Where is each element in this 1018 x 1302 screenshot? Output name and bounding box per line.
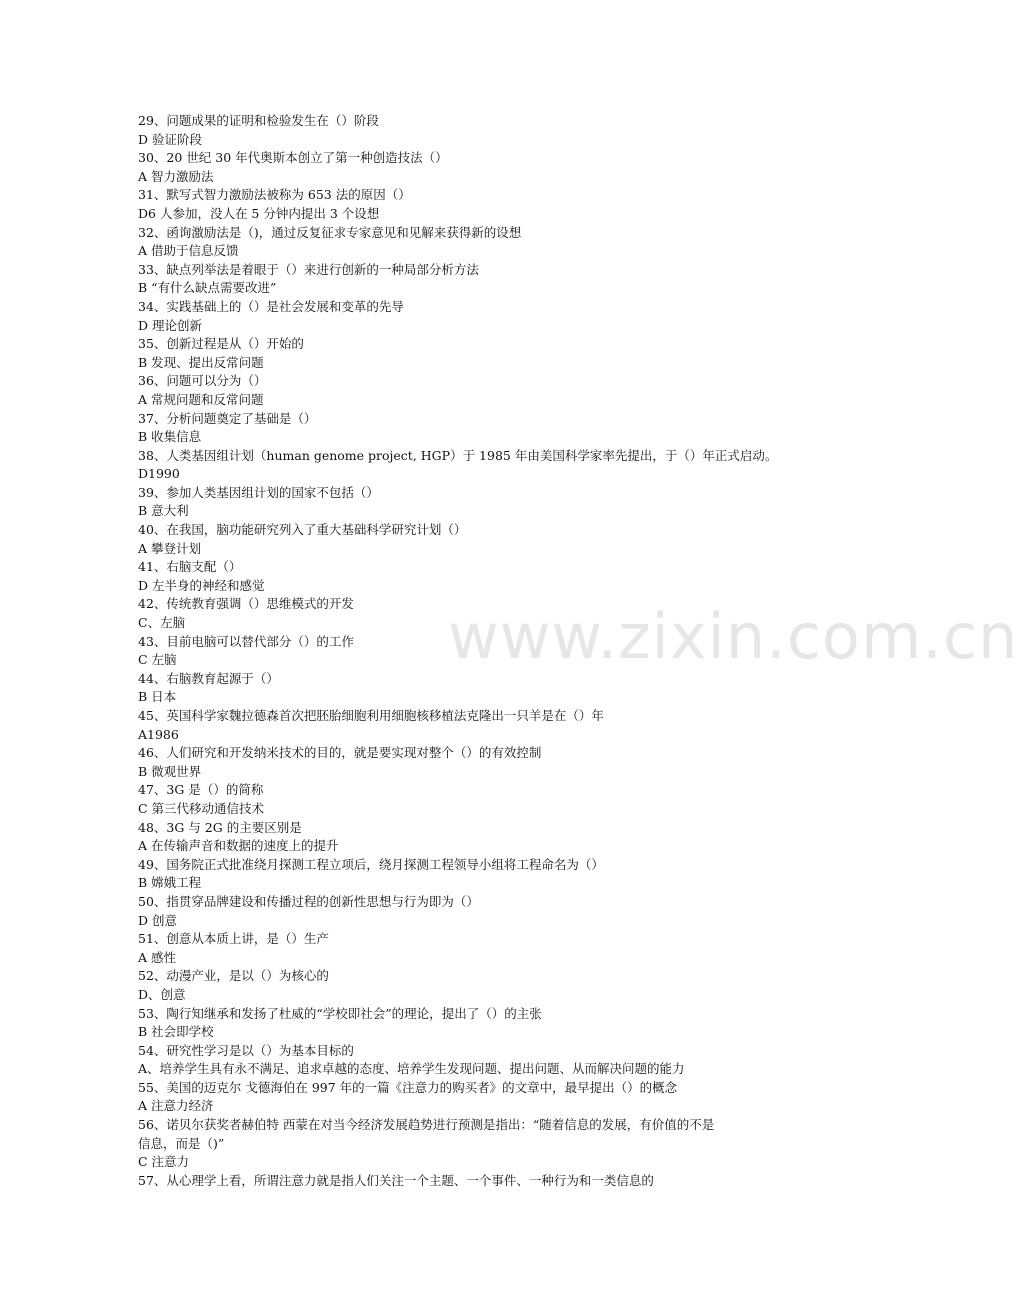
text-line: A 感性 <box>138 949 177 965</box>
text-line: B 收集信息 <box>138 429 202 445</box>
text-line: 49、国务院正式批准绕月探测工程立项后，绕月探测工程领导小组将工程命名为（） <box>138 856 604 872</box>
text-line: C、左脑 <box>138 615 186 631</box>
text-line: 30、20 世纪 30 年代奥斯本创立了第一种创造技法（） <box>138 150 448 166</box>
text-line: B 微观世界 <box>138 763 202 779</box>
text-line: C 注意力 <box>138 1154 190 1170</box>
text-line: 55、美国的迈克尔 戈德海伯在 997 年的一篇《注意力的购买者》的文章中，最早提出（）的概念 <box>138 1079 678 1095</box>
text-line: B 日本 <box>138 689 177 705</box>
text-line: 29、问题成果的证明和检验发生在（）阶段 <box>138 113 379 128</box>
text-line: A 借助于信息反馈 <box>138 243 239 259</box>
text-line: D 理论创新 <box>138 317 202 333</box>
text-line: B 发现、提出反常问题 <box>138 354 264 370</box>
text-line: A 攀登计划 <box>138 540 202 556</box>
text-line: A 注意力经济 <box>138 1098 214 1114</box>
text-line: A1986 <box>138 726 179 742</box>
text-line: D 验证阶段 <box>138 131 202 147</box>
text-line: 31、默写式智力激励法被称为 653 法的原因（） <box>138 187 411 203</box>
text-line: 45、英国科学家魏拉德森首次把胚胎细胞利用细胞核移植法克隆出一只羊是在（）年 <box>138 708 604 723</box>
text-line: A 在传输声音和数据的速度上的提升 <box>138 838 339 854</box>
text-line: 39、参加人类基因组计划的国家不包括（） <box>138 484 379 500</box>
document-body <box>138 112 798 1190</box>
text-line: 47、3G 是（）的简称 <box>138 782 264 798</box>
text-line: 43、目前电脑可以替代部分（）的工作 <box>138 633 354 649</box>
text-line: C 第三代移动通信技术 <box>138 800 265 816</box>
text-line: 51、创意从本质上讲，是（）生产 <box>138 931 329 947</box>
text-line: C 左脑 <box>138 652 177 668</box>
text-line: 42、传统教育强调（）思维模式的开发 <box>138 596 354 612</box>
text-line: 54、研究性学习是以（）为基本目标的 <box>138 1042 354 1058</box>
text-line: A、培养学生具有永不满足、追求卓越的态度、培养学生发现问题、提出问题、从而解决问题的能力 <box>138 1061 685 1077</box>
text-line: D1990 <box>138 466 180 482</box>
text-line: 57、从心理学上看，所谓注意力就是指人们关注一个主题、一个事件、一种行为和一类信息的 <box>138 1172 654 1188</box>
text-line: D6 人参加，没人在 5 分钟内提出 3 个设想 <box>138 205 380 221</box>
text-line: 46、人们研究和开发纳米技术的目的，就是要实现对整个（）的有效控制 <box>138 745 542 761</box>
text-line: B “有什么缺点需要改进” <box>138 280 277 296</box>
text-line: 32、函询激励法是（)，通过反复征求专家意见和见解来获得新的设想 <box>138 224 522 240</box>
text-line: A 智力激励法 <box>138 168 214 184</box>
text-line: B 意大利 <box>138 503 189 519</box>
text-line: B 嫦娥工程 <box>138 875 202 891</box>
text-line: 33、缺点列举法是着眼于（）来进行创新的一种局部分析方法 <box>138 261 479 277</box>
text-line: 35、创新过程是从（）开始的 <box>138 336 304 352</box>
text-line: 34、实践基础上的（）是社会发展和变革的先导 <box>138 298 404 314</box>
text-line: A 常规问题和反常问题 <box>138 391 264 407</box>
text-line: D 左半身的神经和感觉 <box>138 577 265 593</box>
text-line: 36、问题可以分为（） <box>138 373 267 389</box>
watermark: www.zixin.com.cn <box>448 600 1018 673</box>
text-line: D、创意 <box>138 986 186 1002</box>
text-line: 48、3G 与 2G 的主要区别是 <box>138 819 302 835</box>
text-line: 56、诺贝尔获奖者赫伯特 西蒙在对当今经济发展趋势进行预测是指出：“随着信息的发展，有价值的不是 <box>138 1117 715 1133</box>
text-line: 38、人类基因组计划（human genome project, HGP）于 1985 年由美国科学家率先提出，于（）年正式启动。 <box>138 447 778 463</box>
text-line: 41、右脑支配（） <box>138 559 242 575</box>
text-line: 50、指贯穿品牌建设和传播过程的创新性思想与行为即为（） <box>138 893 479 909</box>
text-line: 53、陶行知继承和发扬了杜威的“学校即社会”的理论，提出了（）的主张 <box>138 1005 542 1021</box>
text-line: 44、右脑教育起源于（） <box>138 670 279 686</box>
text-line: 52、动漫产业，是以（）为核心的 <box>138 968 329 984</box>
text-line: 40、在我国，脑功能研究列入了重大基础科学研究计划（） <box>138 522 467 538</box>
text-line: 信息，而是（)” <box>138 1135 225 1151</box>
text-line: B 社会即学校 <box>138 1024 214 1040</box>
text-line: 37、分析问题奠定了基础是（） <box>138 410 317 426</box>
text-line: D 创意 <box>138 912 177 928</box>
